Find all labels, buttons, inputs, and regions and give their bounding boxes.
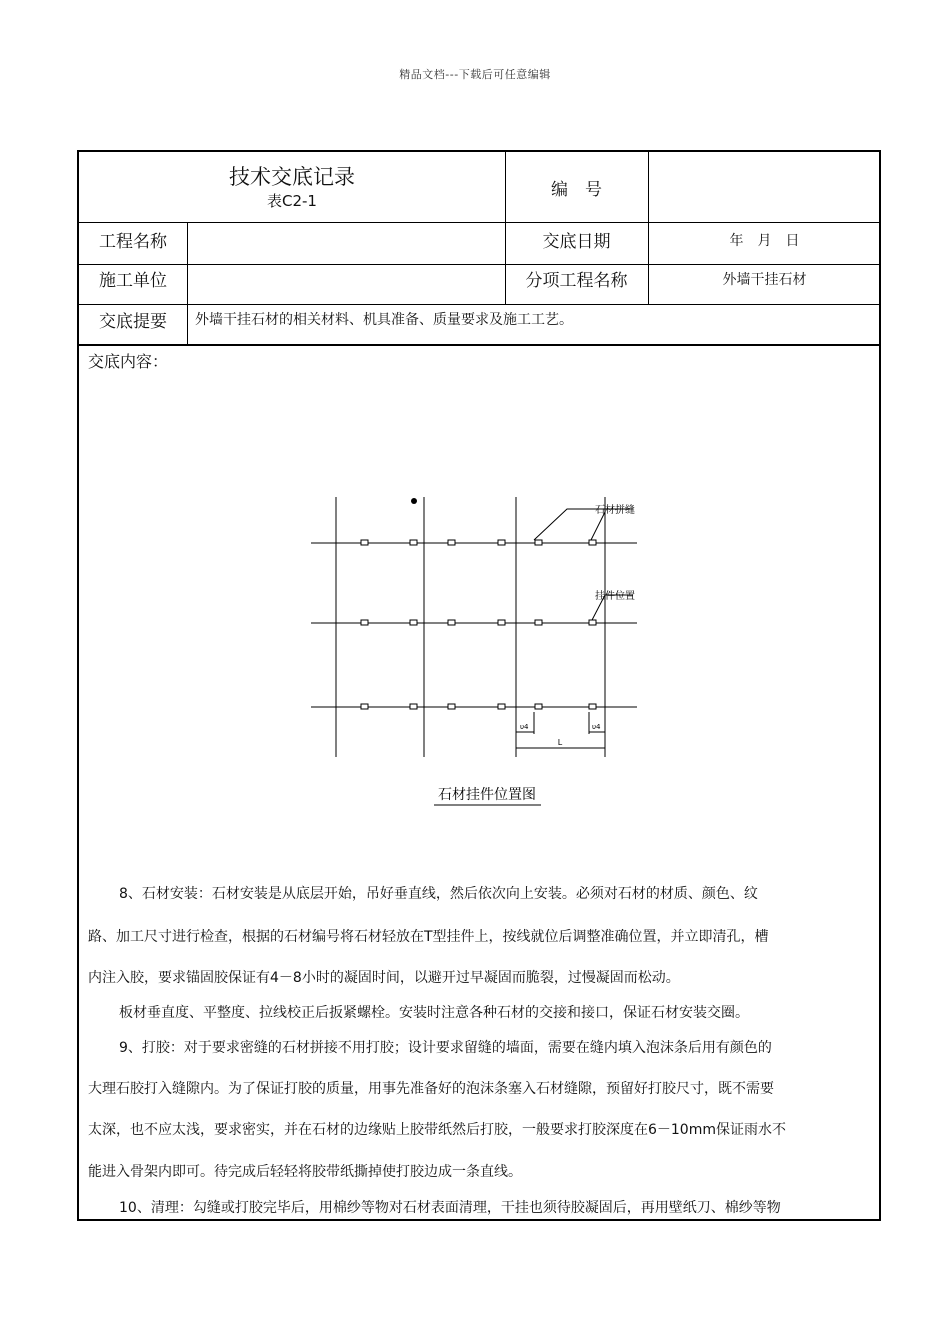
summary-label: 交底提要 <box>99 311 167 332</box>
hanger-marker <box>361 620 368 625</box>
hanger-marker <box>498 620 505 625</box>
subitem-label: 分项工程名称 <box>525 270 628 291</box>
hanger-marker <box>410 620 417 625</box>
hanger-marker <box>448 540 455 545</box>
hanger-marker <box>361 540 368 545</box>
hanger-marker <box>589 620 596 625</box>
leader-line-joint <box>591 512 605 540</box>
dimension-small-right: υ4 <box>592 723 601 731</box>
hanger-marker <box>535 620 542 625</box>
paragraph-line: 8、石材安装：石材安装是从底层开始，吊好垂直线，然后依次向上安装。必须对石材的材质、颜色、纹 <box>119 886 758 902</box>
hanger-label: 挂件位置 <box>595 591 635 602</box>
diagram-caption: 石材挂件位置图 <box>438 787 536 803</box>
hanger-marker <box>589 540 596 545</box>
dimension-L-label: L <box>557 738 563 747</box>
hanger-marker <box>535 704 542 709</box>
paragraph-line: 9、打胶：对于要求密缝的石材拼接不用打胶；设计要求留缝的墙面，需要在缝内填入泡沫条后用有颜色的 <box>119 1040 772 1056</box>
hanger-marker <box>589 704 596 709</box>
hanger-marker <box>448 704 455 709</box>
form-title: 技术交底记录 <box>229 165 355 189</box>
summary-field[interactable]: 外墙干挂石材的相关材料、机具准备、质量要求及施工工艺。 <box>195 312 573 328</box>
hanger-marker <box>498 540 505 545</box>
ink-dot <box>411 498 417 504</box>
date-label: 交底日期 <box>542 231 611 252</box>
number-label: 编 号 <box>551 179 602 200</box>
dimension-small-left: υ4 <box>520 723 529 731</box>
hanger-marker <box>410 704 417 709</box>
number-field[interactable] <box>648 152 881 222</box>
paragraph-line: 板材垂直度、平整度、拉线校正后扳紧螺栓。安装时注意各种石材的交接和接口，保证石材安装交圈。 <box>119 1005 749 1021</box>
tech-disclosure-form <box>77 150 881 1221</box>
project-name-field[interactable] <box>191 222 501 264</box>
date-field[interactable]: 年 月 日 <box>729 233 800 249</box>
page-watermark: 精品文档---下载后可任意编辑 <box>399 68 551 81</box>
paragraph-line: 内注入胶，要求锚固胶保证有4－8小时的凝固时间，以避开过早凝固而脆裂，过慢凝固而松动。 <box>88 970 680 986</box>
hanger-marker <box>410 540 417 545</box>
form-subtitle: 表C2-1 <box>267 192 317 210</box>
paragraph-line: 大理石胶打入缝隙内。为了保证打胶的质量，用事先准备好的泡沫条塞入石材缝隙，预留好打胶尺寸，既不需要 <box>88 1081 774 1097</box>
row-divider <box>79 344 879 346</box>
hanger-marker <box>535 540 542 545</box>
joint-label: 石材拼缝 <box>595 505 635 516</box>
paragraph-line: 能进入骨架内即可。待完成后轻轻将胶带纸撕掉使打胶边成一条直线。 <box>88 1164 522 1180</box>
project-name-label: 工程名称 <box>99 231 167 252</box>
construction-unit-field[interactable] <box>191 264 501 304</box>
hanger-marker <box>448 620 455 625</box>
paragraph-line: 10、清理：勾缝或打胶完毕后，用棉纱等物对石材表面清理，干挂也须待胶凝固后，再用壁纸刀、棉纱等物 <box>119 1200 781 1216</box>
paragraph-line: 太深，也不应太浅，要求密实，并在石材的边缘贴上胶带纸然后打胶，一般要求打胶深度在6－10mm保证雨水不 <box>88 1122 786 1138</box>
paragraph-line: 路、加工尺寸进行检查，根据的石材编号将石材轻放在T型挂件上，按线就位后调整准确位置，并立即清孔，槽 <box>88 929 769 945</box>
content-heading: 交底内容： <box>88 352 169 371</box>
hanger-marker <box>361 704 368 709</box>
subitem-field[interactable]: 外墙干挂石材 <box>722 272 807 288</box>
stone-hanger-position-diagram <box>309 492 639 812</box>
hanger-marker <box>498 704 505 709</box>
construction-unit-label: 施工单位 <box>99 270 167 291</box>
col-divider <box>187 222 188 344</box>
